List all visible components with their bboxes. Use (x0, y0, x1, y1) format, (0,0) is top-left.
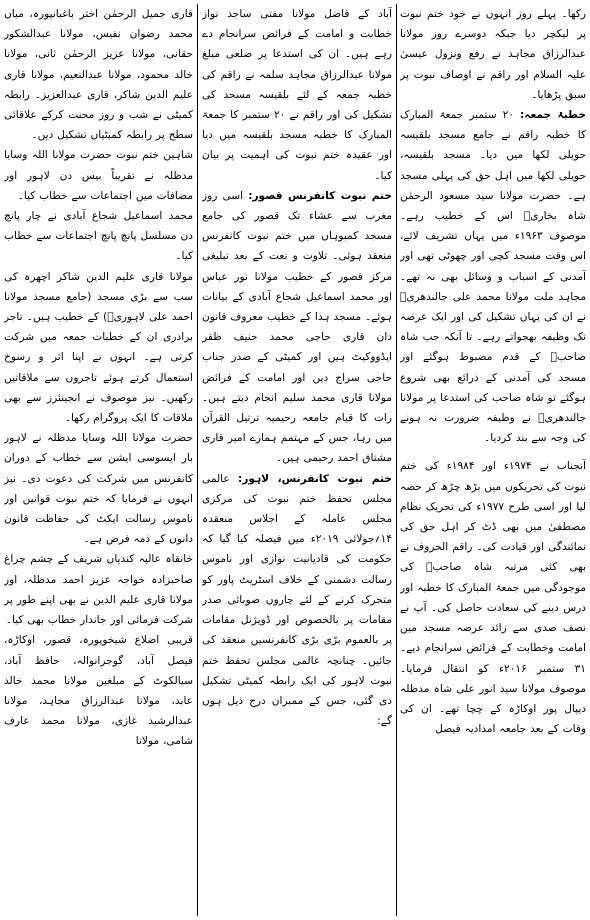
paragraph (4, 4, 193, 145)
paragraph-text: مولانا قاری علیم الدین شاکر اچھرہ کی سب سے بڑی مسجد (جامع مسجد مولانا احمد علی لاہوریؒ) کے خطیب ہیں۔ تاجر برادری ان کے خطبات جمعہ میں شرکت کرتی ہے۔ انہوں نے اپنا اثر و رسوخ استعمال کرتے ہوئے تاجروں سے ملاقاتیں رکھیں۔ نیز موصوف نے انجینئرز سے بھی ملاقات کا ایک پروگرام رکھا۔ (4, 270, 193, 425)
paragraph-text: عالمی مجلس تحفظ ختم نبوت کی مرکزی مجلس عاملہ کے اجلاس منعقدہ ۱۴؍جولائی ۲۰۱۹ء میں فیصلہ کیا گیا کہ حکومت کی قادیانیت نوازی اور ناموس رسالت دشمنی کے خلاف اسٹریٹ پاور کو متحرک کرنے کے لئے چاروں صوبائی صدر مقامات پر بالخصوص اور ڈویژنل مقامات پر بالعموم بڑی بڑی کانفرنسیں منعقد کی جائیں۔ چنانچہ عالمی مجلس تحفظ ختم نبوت لاہور کی ایک رابطہ کمیٹی تشکیل دی گئی، جس کے ممبران درج ذیل ہوں گے: (202, 472, 392, 728)
paragraph (4, 145, 193, 206)
paragraph (202, 4, 392, 186)
paragraph (202, 186, 392, 469)
paragraph-gap (400, 448, 586, 456)
column-right (400, 4, 586, 916)
section-heading: خطبۂ جمعہ: (520, 109, 586, 122)
paragraph-text: آنجناب نے ۱۹۷۴ء اور ۱۹۸۴ء کی ختم نبوت کی تحریکوں میں بڑھ چڑھ کر حصہ لیا اور اسی طرح ۱۹۷۷ء کی تحریک نظام مصطفیٰ میں بھی ڈٹ کر اہل حق کی نمائندگی اور قیادت کی۔ راقم الحروف نے بھی کئی مرتبہ شاہ صاحبؒ کی موجودگی میں جمعۃ المبارک کا خطبہ اور درس دینے کی سعادت حاصل کی۔ آپ نے نصف صدی سے زائد عرصہ مسجد میں امامت وخطابت کے فرائض سرانجام دیے۔ ۳۱ ستمبر ۲۰۱۶ء کو انتقال فرمایا۔ موصوف مولانا سید انور علی شاہ مدظلہ دیپال پور اوکاڑہ کے چچا تھے۔ ان کی وفات کے بعد جامعہ امدادیہ فیصل (400, 460, 586, 736)
paragraph (4, 267, 193, 429)
paragraph (4, 206, 193, 267)
paragraph (4, 549, 193, 630)
column-left (4, 4, 193, 916)
paragraph-text: آباد کے فاضل مولانا مفتی ساجد نواز خطابت و امامت کے فرائض سرانجام دے رہے ہیں۔ ان کی استدعا پر ضلعی مبلغ مولانا عبدالرزاق مجاہد سلمہ نے راقم کی خطبہ جمعہ کے لئے بلقیسہ مسجد کی تشکیل کی اور راقم نے ۲۰ ستمبر کا جمعۃ المبارک کا خطبہ مسجد بلقیسہ میں دیا اور عقیدہ ختم نبوت کی اہمیت پر بیان کیا۔ (202, 8, 392, 182)
paragraph-text: حضرت مولانا اللہ وسایا مدظلہ نے لاہور بار ایسوسی ایشن سے خطاب کے دوران کانفرنس میں شرکت کی دعوت دی۔ نیز انہوں نے فرمایا کہ ختم نبوت قوانین اور ناموس رسالت ایکٹ کی حفاظت قانون دانوں کے ذمہ فرض ہے۔ (4, 432, 193, 546)
paragraph-text: ۲۰ ستمبر جمعۃ المبارک کا خطبہ راقم نے جامع مسجد بلقیسہ حویلی لکھا میں دیا۔ مسجد بلقیسہ، حویلی لکھا میں اہل حق کی پہلی مسجد ہے۔ حضرت مولانا سید مسعود الرحمٰن شاہ بخاریؒ اس کے خطیب رہے۔ موصوف ۱۹۶۳ء میں یہاں تشریف لائے، اس وقت مسجد کچی اور چھوٹی تھی اور آمدنی کے اسباب و وسائل بھی نہ تھے۔ مجاہد ملت مولانا محمد علی جالندھریؒ نے ان کی یہاں تشکیل کی اور ایک عرصہ تک وظیفہ بھجواتے رہے۔ تا آنکہ جب شاہ صاحبؒ کے قدم مضبوط ہوگئے اور مسجد کی آمدنی کے ذرائع بھی شروع ہوگئے تو شاہ صاحب کی استدعا پر مولانا جالندھریؒ نے وظیفہ ضرورت نہ ہونے کی وجہ سے بند کردیا۔ (400, 109, 586, 445)
paragraph-text: اسی روز مغرب سے عشاء تک قصور کی جامع مسجد کمبوہاں میں ختم نبوت کانفرنس منعقد ہوئی۔ تلاوت و نعت کے بعد تبلیغی مرکز قصور کے خطیب مولانا نور عباس اور محمد اسماعیل شجاع آبادی کے بیانات ہوئے۔ مسجد ہذا کے خطیب معروف قانون دان قاری حاجی محمد حنیف ظفر ایڈووکیٹ ہیں اور کمیٹی کے صدر جناب حاجی سراج دین اور امامت کے فرائض مولانا قاری محمد سلیم انجام دیتے ہیں۔ رات کا قیام جامعہ رحیمیہ ترتیل القرآن میں رہا، جس کے مہتمم ہمارے امیر قاری مشتاق احمد رحیمی ہیں۔ (202, 189, 392, 465)
paragraph-text: قریبی اضلاع شیخوپورہ، قصور، اوکاڑہ، فیصل آباد، گوجرانوالہ، حافظ آباد، سیالکوٹ کے مبلغین مولانا محمد خالد عابد، مولانا عبدالرزاق مجاہد، مولانا عبدالرشید غازی، مولانا محمد عارف شامی، مولانا (4, 634, 193, 748)
section-heading: ختم نبوت کانفرنس قصور: (248, 189, 392, 202)
paragraph (400, 456, 586, 739)
paragraph-text: محمد اسماعیل شجاع آبادی نے چار پانچ دن مسلسل پانچ پانچ اجتماعات سے خطاب کیا۔ (4, 210, 193, 263)
paragraph (400, 105, 586, 448)
paragraph (4, 630, 193, 751)
column-middle (202, 4, 392, 916)
paragraph (4, 428, 193, 549)
paragraph-text: خانقاہ عالیہ کندیاں شریف کے چشم چراغ صاحبزادہ خواجہ عزیز احمد مدظلہ، اور مولانا قاری علیم الدین نے بھی اپنے طور پر شرکت فرمائی اور جاندار خطاب بھی کیا۔ (4, 553, 193, 627)
paragraph (400, 4, 586, 105)
paragraph (202, 469, 392, 732)
paragraph-text: رکھا۔ پہلے روز انہوں نے خود ختم نبوت پر لیکچر دیا جبکہ دوسرے روز مولانا عبدالرزاق مجاہد نے رفع ونزول عیسیٰ علیہ السلام اور راقم نے اوصاف نبوت پر سبق پڑھایا۔ (400, 8, 586, 101)
paragraph-text: شاہین ختم نبوت حضرت مولانا اللہ وسایا مدظلہ نے تقریباً بیس دن لاہور اور مضافات میں اجتماعات سے خطاب کیا۔ (4, 149, 193, 202)
paragraph-text: قاری جمیل الرحمٰن اختر باغبانپورہ، میاں محمد رضوان نفیس، مولانا عبدالشکور حقانی، مولانا عزیز الرحمٰن ثانی، مولانا خالد محمود، مولانا عبدالنعیم، مولانا قاری علیم الدین شاکر، قاری عبدالعزیز۔ رابطہ کمیٹی نے شب و روز محنت کرکے علاقائی سطح پر رابطہ کمیٹیاں تشکیل دیں۔ (4, 8, 193, 142)
section-heading: ختم نبوت کانفرنس، لاہور: (238, 472, 392, 485)
column-divider (197, 4, 198, 916)
column-divider (396, 4, 397, 916)
